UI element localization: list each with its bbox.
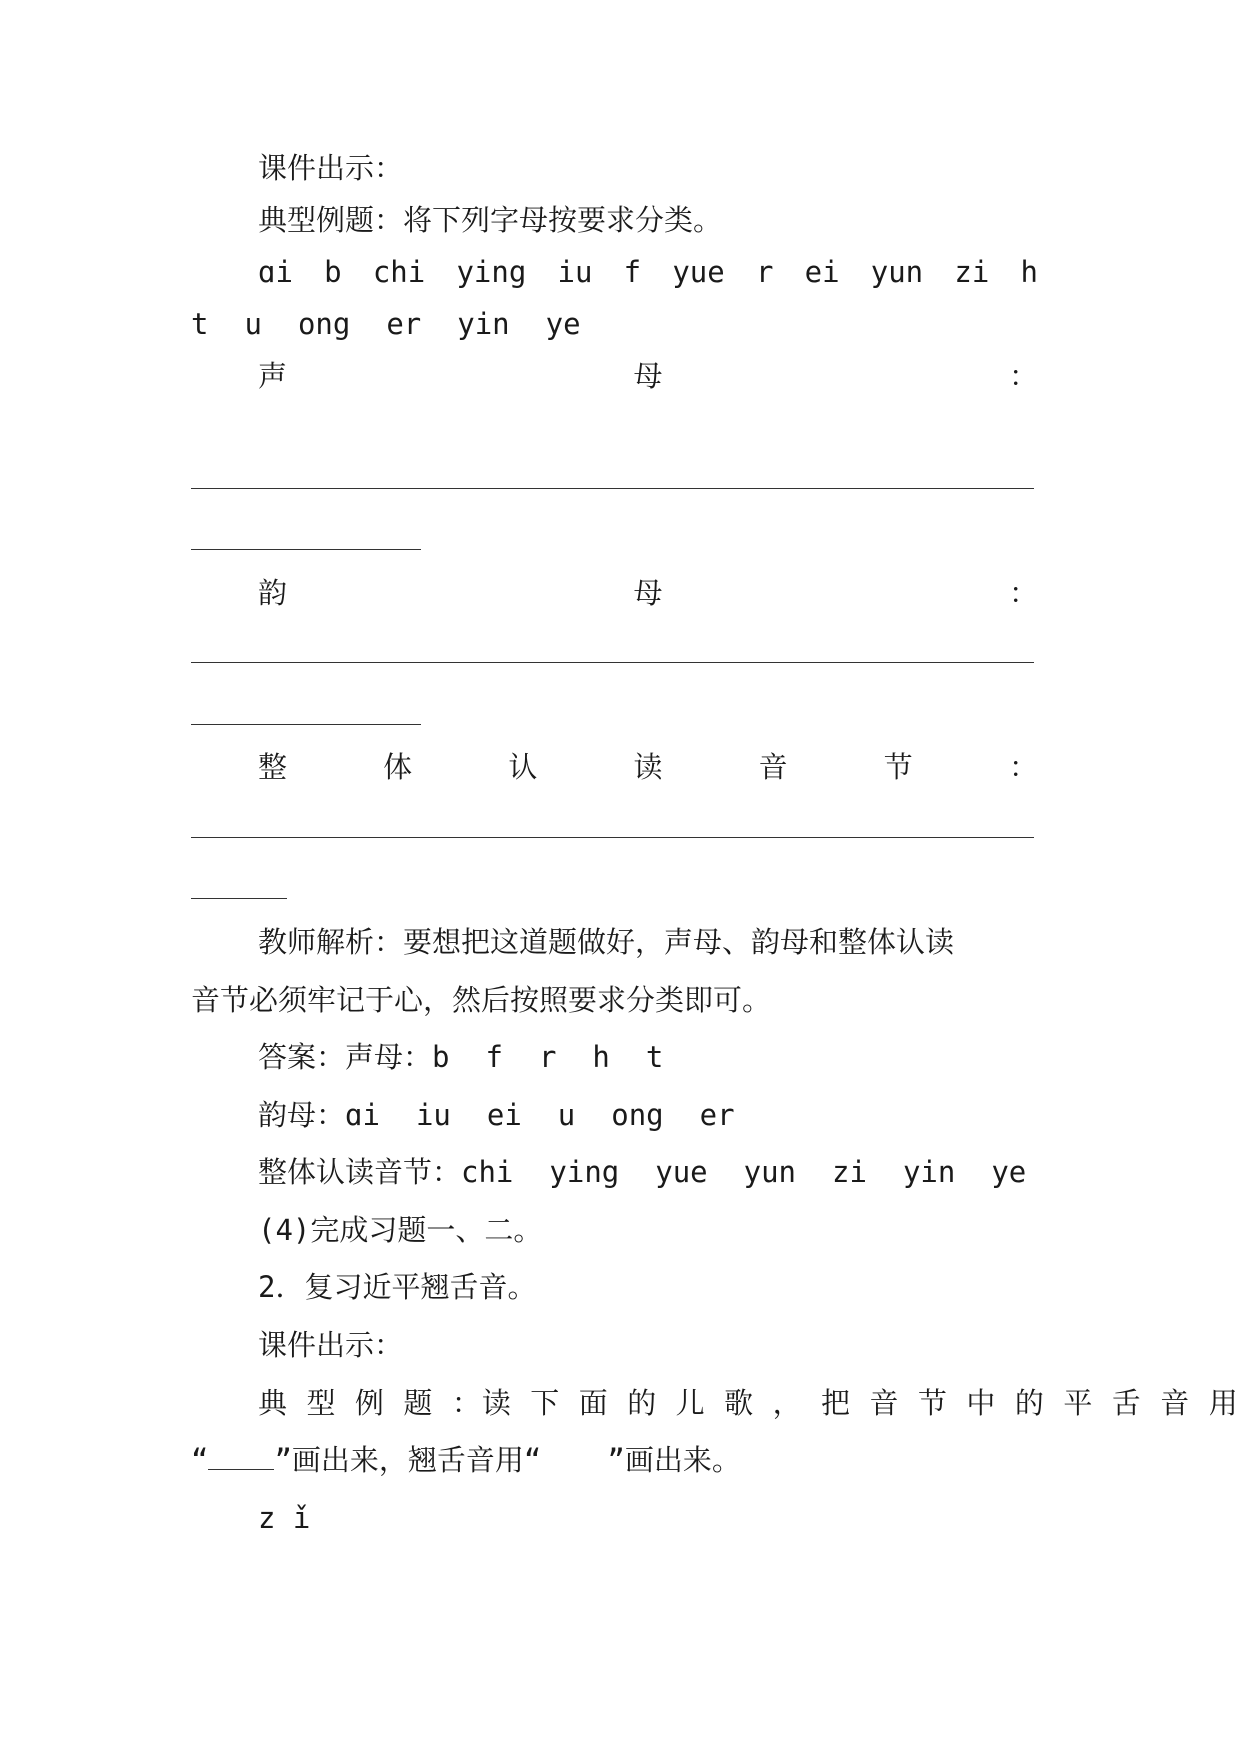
answer-item: yin: [902, 1155, 956, 1189]
underline-sample: [208, 1447, 274, 1470]
letters-row-1: [258, 252, 1038, 292]
answer-item: ei: [486, 1098, 522, 1132]
yunmu-answer-label: 韵母：: [258, 1098, 346, 1132]
answer-item: ying: [549, 1155, 620, 1189]
zhengti-label-row: [258, 747, 1038, 787]
letter-item: chi: [372, 255, 426, 289]
label-char: ：: [1008, 576, 1038, 610]
label-char: 节: [883, 750, 913, 784]
label-char: 母: [633, 576, 663, 610]
letter-item: ye: [545, 307, 581, 341]
yunmu-label-row: [258, 573, 1038, 613]
letter-item: ying: [456, 255, 527, 289]
label-char: 体: [383, 750, 413, 784]
letter-item: ei: [804, 255, 840, 289]
label-char: 韵: [258, 576, 288, 610]
label-char: 母: [633, 359, 663, 393]
example2-line-2: [191, 1440, 741, 1480]
answer-line: [191, 488, 1034, 489]
answer-item: t: [645, 1040, 664, 1074]
answer-item: iu: [415, 1098, 451, 1132]
letter-item: zi: [954, 255, 990, 289]
label-char: ：: [1008, 750, 1038, 784]
answer-item: yue: [655, 1155, 708, 1189]
answer-item: f: [485, 1040, 503, 1074]
letter-item: ong: [297, 307, 351, 341]
answer-item: ye: [991, 1155, 1027, 1189]
letter-item: u: [244, 307, 262, 341]
label-char: 整: [258, 750, 288, 784]
answer-line: [191, 898, 287, 899]
answer-item: chi: [461, 1155, 514, 1189]
answer-item: b: [432, 1040, 450, 1074]
letter-item: b: [324, 255, 342, 289]
letter-item: er: [386, 307, 422, 341]
quote-open: “: [191, 1443, 209, 1477]
answer-item: ong: [611, 1098, 664, 1132]
answer-line: [191, 549, 421, 550]
answer-line: [191, 662, 1034, 663]
letter-item: f: [623, 255, 642, 289]
answer-line: [191, 724, 421, 725]
answer-item: er: [699, 1098, 735, 1132]
label-char: 声: [258, 359, 288, 393]
answer-zhengti: [258, 1152, 1026, 1192]
shengmu-label-row: [258, 356, 1038, 396]
answer-item: h: [592, 1040, 610, 1074]
letters-row-2: [191, 304, 581, 344]
letter-item: yun: [870, 255, 924, 289]
quote-text-2: ”画出来。: [607, 1443, 741, 1477]
analysis-line-1: 教师解析：要想把这道题做好，声母、韵母和整体认读: [258, 925, 955, 959]
letter-item: yue: [672, 255, 725, 289]
courseware-label: 课件出示：: [258, 151, 404, 185]
answer-shengmu: [258, 1037, 663, 1077]
letter-item: yin: [457, 307, 510, 341]
label-char: 音: [758, 750, 788, 784]
answer-item: u: [557, 1098, 576, 1132]
example-heading: 典型例题：将下列字母按要求分类。: [258, 203, 723, 237]
letter-item: r: [755, 255, 774, 289]
answer-yunmu: [258, 1095, 735, 1135]
answer-item: zi: [832, 1155, 867, 1189]
step-2: 2．复习近平翘舌音。: [258, 1270, 537, 1304]
letter-item: t: [191, 307, 209, 341]
label-char: 读: [633, 750, 663, 784]
label-char: 认: [508, 750, 538, 784]
letter-item: iu: [557, 255, 593, 289]
label-char: ：: [1008, 359, 1038, 393]
example2-line-1: 典 型 例 题 ：读 下 面 的 儿 歌 ， 把 音 节 中 的 平 舌 音 用: [258, 1386, 1239, 1420]
letter-item: ɑi: [258, 255, 293, 289]
answer-item: yun: [743, 1155, 797, 1189]
pinyin-zi: z ǐ: [258, 1501, 311, 1535]
quote-text-1: ”画出来，翘舌音用“: [274, 1443, 542, 1477]
answer-item: ɑi: [345, 1098, 380, 1132]
answer-line: [191, 837, 1034, 838]
answer-item: r: [538, 1040, 557, 1074]
zhengti-answer-label: 整体认读音节：: [258, 1155, 462, 1189]
step-4: (4)完成习题一、二。: [258, 1213, 543, 1247]
analysis-line-2: 音节必须牢记于心，然后按照要求分类即可。: [191, 983, 772, 1017]
courseware-label-2: 课件出示：: [258, 1328, 404, 1362]
answer-label: 答案：声母：: [258, 1040, 433, 1074]
letter-item: h: [1020, 255, 1038, 289]
